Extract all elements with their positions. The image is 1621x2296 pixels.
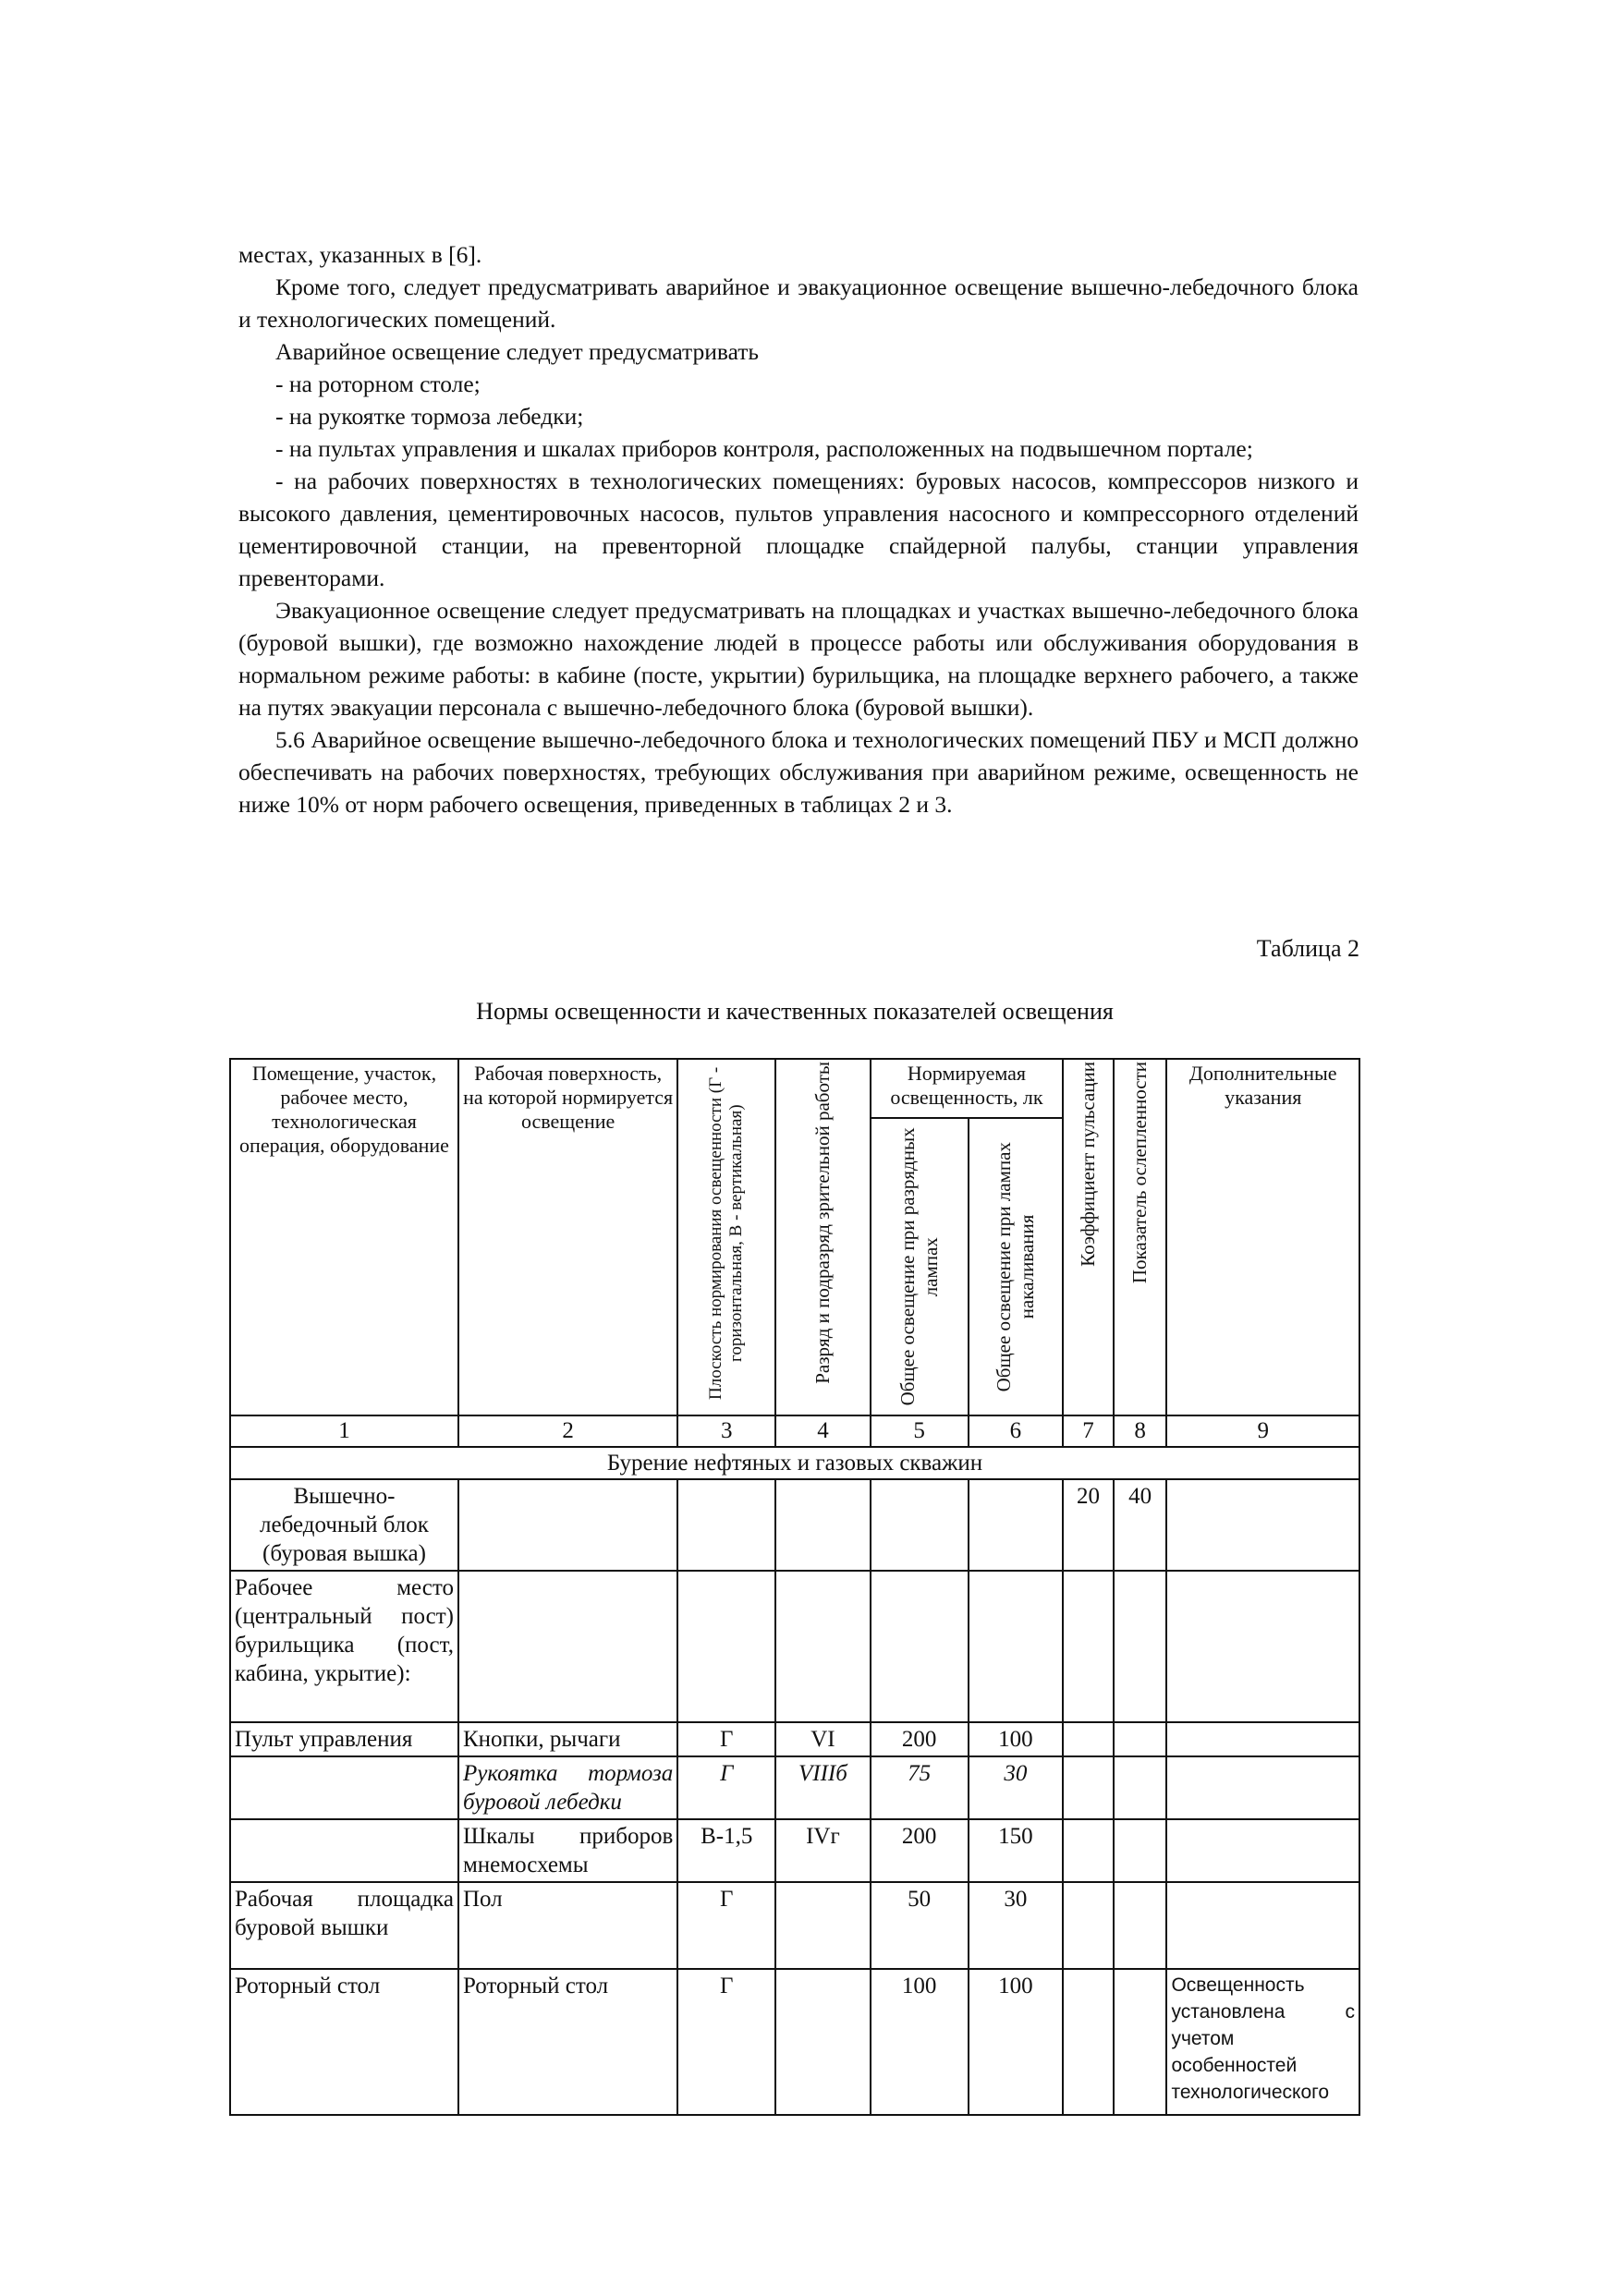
header-category: Разряд и подразряд зрительной работы [775, 1059, 871, 1415]
cell-notes [1166, 1756, 1359, 1819]
cell-notes: Освещенность установлена с учетом особенностей технологического [1166, 1969, 1359, 2115]
cell-surface: Кнопки, рычаги [458, 1722, 677, 1756]
cell-category: VIIIб [775, 1756, 871, 1819]
cell-plane [677, 1479, 775, 1571]
cell-surface: Рукоятка тормоза буровой лебедки [458, 1756, 677, 1819]
cell-place: Рабочее место (центральный пост) бурильщика (пост, кабина, укрытие): [230, 1571, 458, 1722]
cell-discharge: 200 [871, 1722, 969, 1756]
column-number: 9 [1166, 1415, 1359, 1447]
header-discharge-lamps: Общее освещение при разрядных лампах [871, 1118, 969, 1415]
cell-place: Пульт управления [230, 1722, 458, 1756]
cell-category [775, 1479, 871, 1571]
table-row [230, 1571, 1359, 1722]
cell-discharge [871, 1479, 969, 1571]
cell-incandescent [969, 1571, 1064, 1722]
paragraph: Эвакуационное освещение следует предусматривать на площадках и участках вышечно-лебедочного блока (буровой вышки), где возможно нахождение людей в процессе работы или обслуживания оборудования в нормальном режиме работы: в кабине (посте, укрытии) бурильщика, на площадке верхнего рабочего, а также на путях эвакуации персонала с вышечно-лебедочного блока (буровой вышки). [238, 597, 1359, 721]
list-item: - на роторном столе; [275, 371, 481, 397]
column-number: 3 [677, 1415, 775, 1447]
paragraph: местах, указанных в [6]. [238, 241, 482, 268]
cell-glare: 40 [1114, 1479, 1167, 1571]
cell-pulsation [1063, 1722, 1114, 1756]
cell-discharge: 100 [871, 1969, 969, 2115]
cell-glare [1114, 1969, 1167, 2115]
norms-table [229, 1058, 1360, 2116]
cell-glare [1114, 1819, 1167, 1882]
body-text [238, 238, 1359, 820]
column-number: 7 [1063, 1415, 1114, 1447]
cell-plane: Г [677, 1756, 775, 1819]
cell-incandescent: 150 [969, 1819, 1064, 1882]
cell-discharge [871, 1571, 969, 1722]
header-incandescent-lamps: Общее освещение при лампах накаливания [969, 1118, 1064, 1415]
cell-surface [458, 1571, 677, 1722]
cell-pulsation [1063, 1756, 1114, 1819]
column-number: 2 [458, 1415, 677, 1447]
cell-glare [1114, 1756, 1167, 1819]
cell-glare [1114, 1722, 1167, 1756]
cell-incandescent: 30 [969, 1756, 1064, 1819]
header-illuminance: Нормируемая освещенность, лк [871, 1059, 1063, 1118]
cell-discharge: 75 [871, 1756, 969, 1819]
cell-surface [458, 1479, 677, 1571]
cell-place [230, 1819, 458, 1882]
cell-plane: Г [677, 1882, 775, 1969]
cell-pulsation [1063, 1882, 1114, 1969]
column-number: 8 [1114, 1415, 1167, 1447]
cell-surface: Шкалы приборов мнемосхемы [458, 1819, 677, 1882]
header-pulsation: Коэффициент пульсации [1063, 1059, 1114, 1415]
cell-notes [1166, 1722, 1359, 1756]
cell-place: Рабочая площадка буровой вышки [230, 1882, 458, 1969]
cell-pulsation [1063, 1571, 1114, 1722]
header-notes: Дополнительные указания [1166, 1059, 1359, 1415]
cell-glare [1114, 1882, 1167, 1969]
column-number: 6 [969, 1415, 1064, 1447]
cell-discharge: 200 [871, 1819, 969, 1882]
cell-surface: Роторный стол [458, 1969, 677, 2115]
cell-plane [677, 1571, 775, 1722]
table-caption: Таблица 2 [1256, 935, 1359, 962]
section-row [230, 1447, 1359, 1479]
cell-incandescent [969, 1479, 1064, 1571]
cell-notes [1166, 1819, 1359, 1882]
cell-glare [1114, 1571, 1167, 1722]
paragraph: Аварийное освещение следует предусматривать [275, 338, 760, 365]
cell-category [775, 1969, 871, 2115]
header-place: Помещение, участок, рабочее место, технологическая операция, оборудование [230, 1059, 458, 1415]
table-row [230, 1722, 1359, 1756]
cell-category: VI [775, 1722, 871, 1756]
cell-pulsation: 20 [1063, 1479, 1114, 1571]
cell-surface: Пол [458, 1882, 677, 1969]
cell-place: Роторный стол [230, 1969, 458, 2115]
table-row [230, 1756, 1359, 1819]
cell-notes [1166, 1479, 1359, 1571]
cell-incandescent: 100 [969, 1969, 1064, 2115]
table-row [230, 1819, 1359, 1882]
column-number: 1 [230, 1415, 458, 1447]
paragraph: Кроме того, следует предусматривать аварийное и эвакуационное освещение вышечно-лебедочного блока и технологических помещений. [238, 273, 1359, 333]
list-item: - на рукоятке тормоза лебедки; [275, 403, 584, 430]
header-glare: Показатель ослепленности [1114, 1059, 1167, 1415]
header-row [230, 1059, 1359, 1118]
cell-plane: Г [677, 1969, 775, 2115]
column-numbers-row [230, 1415, 1359, 1447]
paragraph: 5.6 Аварийное освещение вышечно-лебедочного блока и технологических помещений ПБУ и МСП должно обеспечивать на рабочих поверхностях, требующих обслуживания при аварийном режиме, освещенность не ниже 10% от норм рабочего освещения, приведенных в таблицах 2 и 3. [238, 726, 1359, 818]
column-number: 5 [871, 1415, 969, 1447]
cell-place: Вышечно-лебедочный блок (буровая вышка) [230, 1479, 458, 1571]
cell-pulsation [1063, 1969, 1114, 2115]
list-item: - на рабочих поверхностях в технологических помещениях: буровых насосов, компрессоров низкого и высокого давления, цементировочных насосов, пультов управления насосного и компрессорного отделений цементировочной станции, на превенторной площадке спайдерной палубы, станции управления превенторами. [238, 468, 1359, 591]
cell-category: IVг [775, 1819, 871, 1882]
cell-notes [1166, 1882, 1359, 1969]
table-row [230, 1479, 1359, 1571]
section-title: Бурение нефтяных и газовых скважин [230, 1447, 1359, 1479]
cell-discharge: 50 [871, 1882, 969, 1969]
cell-category [775, 1571, 871, 1722]
header-plane: Плоскость нормирования освещенности (Г - горизонтальная, В - вертикальная) [677, 1059, 775, 1415]
header-surface: Рабочая поверхность, на которой нормируется освещение [458, 1059, 677, 1415]
table-title: Нормы освещенности и качественных показателей освещения [476, 998, 1114, 1025]
table-row [230, 1969, 1359, 2115]
cell-incandescent: 30 [969, 1882, 1064, 1969]
column-number: 4 [775, 1415, 871, 1447]
table-row [230, 1882, 1359, 1969]
cell-place [230, 1756, 458, 1819]
cell-notes [1166, 1571, 1359, 1722]
cell-category [775, 1882, 871, 1969]
list-item: - на пультах управления и шкалах приборов контроля, расположенных на подвышечном портале; [275, 435, 1253, 462]
cell-pulsation [1063, 1819, 1114, 1882]
cell-plane: В-1,5 [677, 1819, 775, 1882]
cell-incandescent: 100 [969, 1722, 1064, 1756]
cell-plane: Г [677, 1722, 775, 1756]
